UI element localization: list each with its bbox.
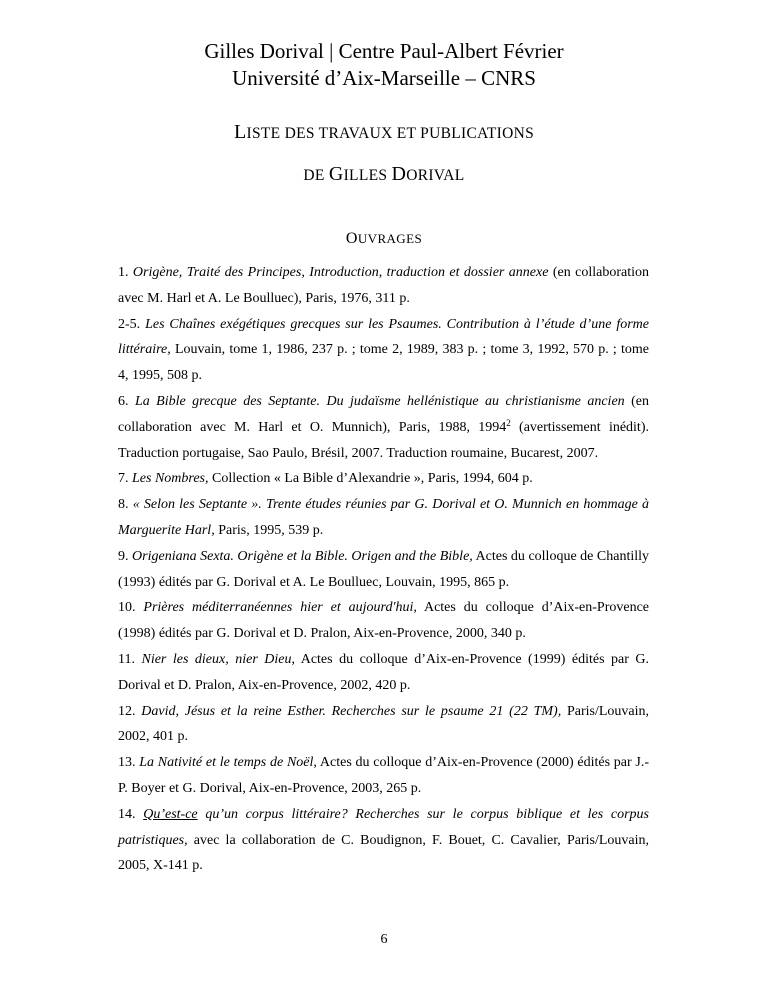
publication-entry-2-5: [118, 312, 649, 389]
entry-number: 12.: [118, 703, 142, 719]
section-capital: O: [345, 230, 358, 247]
entry-title: Origeniana Sexta. Origène et la Bible. Origen and the Bible,: [132, 548, 473, 564]
header-line-institution: Université d’Aix-Marseille – CNRS: [232, 66, 536, 90]
entry-details: Collection « La Bible d’Alexandrie », Paris, 1994, 604 p.: [208, 471, 533, 487]
publication-entry-8: [118, 492, 649, 544]
entry-number: 1.: [118, 265, 133, 280]
publication-entry-10: [118, 595, 649, 647]
entry-title: « Selon les Septante ». Trente études réunies par G. Dorival et O. Munnich en hommage à Marguerite Harl,: [118, 497, 649, 538]
publication-entry-7: [118, 466, 649, 492]
header-line-author: Gilles Dorival | Centre Paul-Albert Février: [204, 39, 564, 63]
entry-number: 10.: [118, 600, 144, 616]
title-text: ILLES: [343, 167, 392, 184]
entry-title: La Nativité et le temps de Noël: [139, 755, 314, 771]
entry-number: 8.: [118, 497, 133, 513]
document-title-line1: [0, 121, 768, 144]
entry-number: 9.: [118, 548, 133, 564]
entry-details: , avec la collaboration de C. Boudignon, F. Bouet, C. Cavalier, Paris/Louvain, 2005, X-141 p.: [118, 832, 649, 874]
entry-number: 2-5.: [118, 316, 146, 332]
section-text: UVRAGES: [357, 231, 423, 246]
entry-details: (en collaboration avec M. Harl et O. Munnich), Paris, 1988, 1994: [118, 393, 649, 435]
entry-details: , Actes du colloque d’Aix-en-Provence (2000) édités par J.-P. Boyer et G. Dorival, Aix-en-Provence, 2003, 265 p.: [118, 755, 650, 796]
title-capital: G: [328, 163, 344, 185]
entry-title: Origène, Traité des Principes, Introduction, traduction et dossier annexe: [132, 265, 549, 280]
entry-details: Paris, 1995, 539 p.: [214, 522, 324, 538]
entry-number: 7.: [118, 471, 132, 487]
entry-title: qu’un corpus littéraire? Recherches sur le corpus biblique et les corpus patristiques: [118, 806, 649, 848]
page-number: 6: [380, 932, 388, 947]
publication-entry-9: [118, 544, 649, 596]
entry-details: Louvain, tome 1, 1986, 237 p. ; tome 2, 1989, 383 p. ; tome 3, 1992, 570 p. ; tome 4, 1995, 508 p.: [118, 342, 649, 384]
publication-entry-6: [118, 389, 649, 466]
entry-details: (en collaboration avec M. Harl et A. Le Boulluec), Paris, 1976, 311 p.: [118, 265, 649, 306]
entry-title: Prières méditerranéennes hier et aujourd'hui,: [143, 600, 417, 616]
entry-details: Actes du colloque de Chantilly (1993) édités par G. Dorival et A. Le Boulluec, Louvain, 1995, 865 p.: [118, 548, 650, 590]
title-capital: D: [391, 163, 407, 185]
title-text: ORIVAL: [406, 167, 465, 184]
publication-entry-1: [118, 260, 649, 312]
entry-details: Actes du colloque d’Aix-en-Provence (1998) édités par G. Dorival et D. Pralon, Aix-en-Provence, 2000, 340 p.: [118, 600, 650, 642]
entry-title-underlined: Qu’est-ce: [143, 806, 198, 822]
title-text: ISTE DES TRAVAUX ET PUBLICATIONS: [246, 125, 535, 142]
entry-details: Paris/Louvain, 2002, 401 p.: [118, 703, 650, 745]
entry-title: Les Chaînes exégétiques grecques sur les Psaumes. Contribution à l’étude d’une forme littéraire,: [118, 316, 649, 358]
title-text: DE: [303, 167, 329, 184]
publication-entry-13: [118, 750, 649, 802]
entry-title: Nier les dieux, nier Dieu: [141, 651, 292, 667]
entry-title: La Bible grecque des Septante. Du judaïsme hellénistique au christianisme ancien: [134, 393, 625, 409]
publication-list: [118, 260, 649, 879]
entry-number: 11.: [118, 651, 142, 667]
title-capital: L: [233, 121, 247, 143]
entry-number: 14.: [118, 806, 144, 822]
publication-entry-12: [118, 699, 649, 751]
publication-entry-11: [118, 647, 649, 699]
edition-superscript: 2: [506, 417, 511, 428]
entry-number: 13.: [118, 755, 140, 771]
section-heading-ouvrages: [0, 230, 768, 248]
entry-number: 6.: [118, 393, 135, 409]
entry-title: David, Jésus et la reine Esther. Recherches sur le psaume 21 (22 TM),: [141, 703, 562, 719]
entry-title: Les Nombres,: [132, 471, 209, 487]
entry-details: (avertissement inédit). Traduction portugaise, Sao Paulo, Brésil, 2007. Traduction roumaine, Bucarest, 2007.: [118, 419, 649, 461]
document-title-line2: [0, 163, 768, 186]
entry-details: , Actes du colloque d’Aix-en-Provence (1999) édités par G. Dorival et D. Pralon, Aix-en-Provence, 2002, 420 p.: [118, 651, 649, 693]
publication-entry-14: [118, 802, 649, 879]
page-header: [0, 38, 768, 92]
